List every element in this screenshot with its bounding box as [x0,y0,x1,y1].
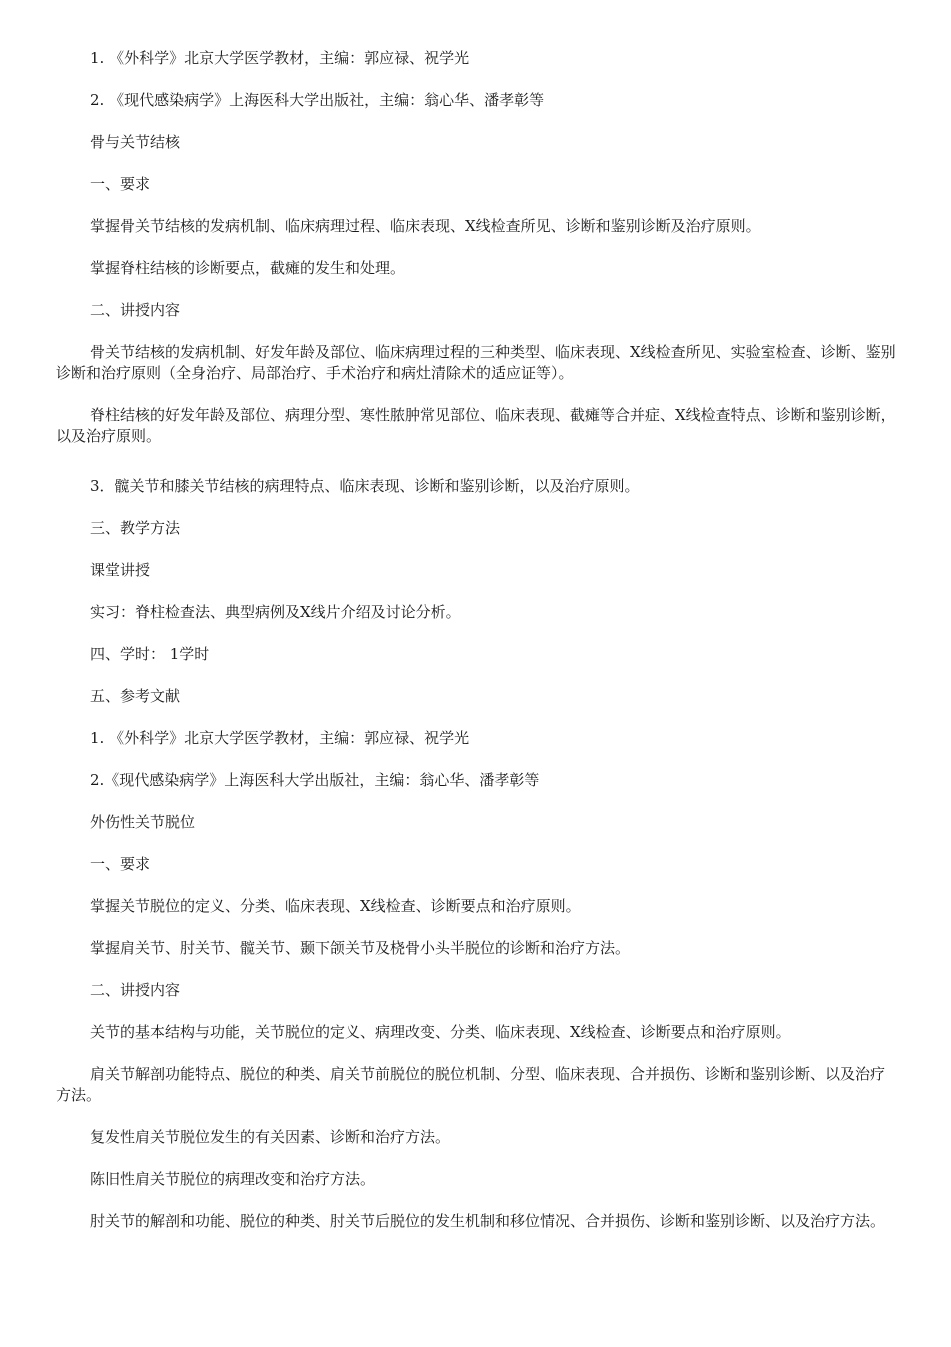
reference-item-1: 1. 《外科学》北京大学医学教材，主编：郭应禄、祝学光 [90,49,470,67]
reference-item-1: 1. 《外科学》北京大学医学教材，主编：郭应禄、祝学光 [90,729,470,747]
subsection-heading: 二、讲授内容 [90,981,181,999]
content-paragraph: 陈旧性肩关节脱位的病理改变和治疗方法。 [90,1170,376,1188]
content-paragraph: 课堂讲授 [90,561,151,579]
requirement-paragraph: 掌握脊柱结核的诊断要点，截瘫的发生和处理。 [90,259,406,277]
subsection-heading: 二、讲授内容 [90,301,181,319]
subsection-heading: 三、教学方法 [90,519,181,537]
content-paragraph: 复发性肩关节脱位发生的有关因素、诊断和治疗方法。 [90,1128,451,1146]
requirement-paragraph: 掌握肩关节、肘关节、髋关节、颞下颌关节及桡骨小头半脱位的诊断和治疗方法。 [90,939,631,957]
subsection-heading: 五、参考文献 [90,687,181,705]
content-paragraph: 实习：脊柱检查法、典型病例及X线片介绍及讨论分析。 [90,603,461,621]
content-paragraph: 肘关节的解剖和功能、脱位的种类、肘关节后脱位的发生机制和移位情况、合并损伤、诊断和鉴别诊断、以及治疗方法。 [90,1212,886,1230]
content-paragraph: 骨关节结核的发病机制、好发年龄及部位、临床病理过程的三种类型、临床表现、X线检查所见、实验室检查、诊断、鉴别诊断和治疗原则（全身治疗、局部治疗、手术治疗和病灶清除术的适应证等）。 [56,343,896,382]
requirement-paragraph: 掌握骨关节结核的发病机制、临床病理过程、临床表现、X线检查所见、诊断和鉴别诊断及治疗原则。 [90,217,761,235]
subsection-heading: 四、学时： 1学时 [90,645,210,663]
subsection-heading: 一、要求 [90,175,151,193]
content-paragraph: 脊柱结核的好发年龄及部位、病理分型、寒性脓肿常见部位、临床表现、截瘫等合并症、X线检查特点、诊断和鉴别诊断，以及治疗原则。 [56,406,896,445]
reference-item-2: 2. 《现代感染病学》上海医科大学出版社，主编：翁心华、潘孝彰等 [90,91,545,109]
content-paragraph: 肩关节解剖功能特点、脱位的种类、肩关节前脱位的脱位机制、分型、临床表现、合并损伤、诊断和鉴别诊断、以及治疗方法。 [56,1065,886,1104]
content-paragraph: 3．髋关节和膝关节结核的病理特点、临床表现、诊断和鉴别诊断，以及治疗原则。 [90,477,640,495]
requirement-paragraph: 掌握关节脱位的定义、分类、临床表现、X线检查、诊断要点和治疗原则。 [90,897,581,915]
subsection-heading: 一、要求 [90,855,151,873]
reference-item-2: 2.《现代感染病学》上海医科大学出版社，主编：翁心华、潘孝彰等 [90,771,540,789]
section-title: 外伤性关节脱位 [90,813,196,831]
section-title: 骨与关节结核 [90,133,181,151]
content-paragraph: 关节的基本结构与功能，关节脱位的定义、病理改变、分类、临床表现、X线检查、诊断要点和治疗原则。 [90,1023,791,1041]
